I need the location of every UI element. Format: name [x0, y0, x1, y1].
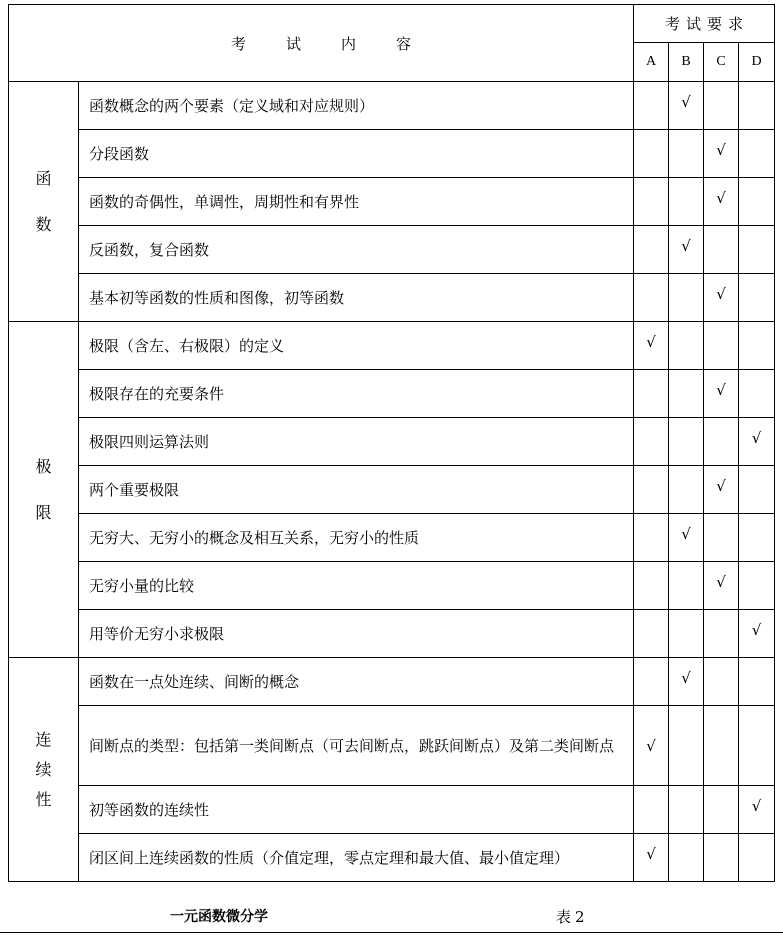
requirement-item-text: 闭区间上连续函数的性质（介值定理，零点定理和最大值、最小值定理）: [79, 834, 634, 882]
check-mark: √: [716, 188, 726, 207]
level-a-cell: [634, 226, 669, 274]
level-d-cell: [739, 178, 775, 226]
header-content-char: 考: [230, 34, 246, 53]
level-a-header: A: [634, 43, 669, 82]
table-row: [9, 178, 775, 226]
table-row: [9, 274, 775, 322]
level-c-cell: [704, 82, 739, 130]
level-a-cell: [634, 706, 669, 786]
level-b-cell: [669, 82, 704, 130]
check-mark: √: [716, 476, 726, 495]
level-a-cell: [634, 418, 669, 466]
level-b-cell: [669, 610, 704, 658]
level-c-cell: [704, 466, 739, 514]
level-d-cell: [739, 130, 775, 178]
header-req-char: 试: [685, 15, 701, 33]
requirement-item-text: 极限四则运算法则: [79, 418, 634, 466]
level-c-cell: [704, 178, 739, 226]
section-name: [9, 82, 79, 322]
level-c-cell: [704, 274, 739, 322]
table-row: [9, 834, 775, 882]
level-b-cell: [669, 562, 704, 610]
level-b-header: B: [669, 43, 704, 82]
header-content-char: 容: [396, 34, 412, 53]
level-c-cell: [704, 130, 739, 178]
level-c-cell: [704, 226, 739, 274]
level-d-cell: [739, 658, 775, 706]
check-mark: √: [751, 796, 762, 815]
level-c-cell: [704, 514, 739, 562]
level-a-cell: [634, 658, 669, 706]
level-d-cell: [739, 706, 775, 786]
table-row: [9, 130, 775, 178]
check-mark: √: [716, 140, 726, 159]
requirement-item-text: 极限（含左、右极限）的定义: [79, 322, 634, 370]
table-row: [9, 466, 775, 514]
check-mark: √: [681, 92, 691, 111]
check-mark: √: [751, 620, 762, 639]
level-a-cell: [634, 610, 669, 658]
level-b-cell: [669, 706, 704, 786]
level-d-cell: [739, 322, 775, 370]
requirement-item-text: 函数在一点处连续、间断的概念: [79, 658, 634, 706]
section-name-char: 性: [35, 789, 52, 809]
requirement-item-text: 无穷大、无穷小的概念及相互关系，无穷小的性质: [79, 514, 634, 562]
level-a-cell: [634, 322, 669, 370]
check-mark: √: [646, 844, 656, 863]
section-name-char: 函: [35, 168, 52, 188]
level-a-cell: [634, 82, 669, 130]
requirement-item-text: 分段函数: [79, 130, 634, 178]
level-c-cell: [704, 418, 739, 466]
level-d-cell: [739, 562, 775, 610]
requirement-item-text: 反函数，复合函数: [79, 226, 634, 274]
level-d-cell: [739, 418, 775, 466]
header-content-char: 试: [285, 34, 301, 53]
level-d-cell: [739, 274, 775, 322]
table-body: [9, 82, 775, 882]
section-name: [9, 322, 79, 658]
header-req-char: 要: [707, 15, 723, 33]
section-name-char: 极: [35, 456, 52, 476]
check-mark: √: [681, 524, 691, 543]
table-row: [9, 706, 775, 786]
level-b-cell: [669, 130, 704, 178]
level-a-cell: [634, 178, 669, 226]
level-a-cell: [634, 274, 669, 322]
level-b-cell: [669, 418, 704, 466]
level-b-cell: [669, 226, 704, 274]
level-c-cell: [704, 786, 739, 834]
requirement-item-text: 两个重要极限: [79, 466, 634, 514]
level-c-cell: [704, 834, 739, 882]
table-row: [9, 370, 775, 418]
level-d-cell: [739, 370, 775, 418]
section-name: [9, 658, 79, 882]
level-d-cell: [739, 834, 775, 882]
level-c-header: C: [704, 43, 739, 82]
level-a-cell: [634, 562, 669, 610]
level-d-cell: [739, 610, 775, 658]
level-b-cell: [669, 178, 704, 226]
level-c-cell: [704, 706, 739, 786]
level-a-cell: [634, 370, 669, 418]
level-c-cell: [704, 322, 739, 370]
requirement-item-text: 基本初等函数的性质和图像，初等函数: [79, 274, 634, 322]
level-a-cell: [634, 514, 669, 562]
check-mark: √: [716, 284, 726, 303]
section-name-char: 连: [35, 729, 52, 749]
level-d-cell: [739, 226, 775, 274]
table-row: [9, 786, 775, 834]
table-row: [9, 514, 775, 562]
level-a-cell: [634, 786, 669, 834]
check-mark: √: [716, 572, 726, 591]
level-c-cell: [704, 562, 739, 610]
requirement-item-text: 无穷小量的比较: [79, 562, 634, 610]
section-name-char: 数: [35, 214, 52, 234]
level-b-cell: [669, 466, 704, 514]
check-mark: √: [646, 736, 656, 755]
level-d-cell: [739, 82, 775, 130]
check-mark: √: [646, 332, 656, 351]
level-c-cell: [704, 658, 739, 706]
level-c-cell: [704, 370, 739, 418]
table-row: [9, 322, 775, 370]
requirement-item-text: 初等函数的连续性: [79, 786, 634, 834]
level-b-cell: [669, 274, 704, 322]
level-d-cell: [739, 786, 775, 834]
table-row: [9, 658, 775, 706]
requirement-item-text: 极限存在的充要条件: [79, 370, 634, 418]
requirement-item-text: 用等价无穷小求极限: [79, 610, 634, 658]
table-caption: [556, 906, 585, 927]
level-d-cell: [739, 466, 775, 514]
level-b-cell: [669, 658, 704, 706]
level-a-cell: [634, 466, 669, 514]
check-mark: √: [716, 380, 726, 399]
header-exam-requirement: [634, 5, 775, 43]
check-mark: √: [681, 236, 691, 255]
table-row: [9, 418, 775, 466]
level-c-cell: [704, 610, 739, 658]
level-a-cell: [634, 834, 669, 882]
table-row: [9, 226, 775, 274]
level-b-cell: [669, 834, 704, 882]
requirement-item-text: 函数的奇偶性，单调性，周期性和有界性: [79, 178, 634, 226]
level-b-cell: [669, 786, 704, 834]
requirement-item-text: 函数概念的两个要素（定义域和对应规则）: [79, 82, 634, 130]
header-req-char: 求: [728, 15, 744, 33]
header-content-char: 内: [341, 34, 357, 53]
exam-requirements-table: [8, 4, 775, 882]
next-chapter-title: 一元函数微分学: [170, 909, 268, 925]
requirement-item-text: 间断点的类型：包括第一类间断点（可去间断点，跳跃间断点）及第二类间断点: [79, 706, 634, 786]
table-caption-label: 表: [556, 908, 572, 926]
check-mark: √: [681, 668, 691, 687]
table-caption-number: 2: [575, 908, 585, 926]
level-d-header: D: [739, 43, 775, 82]
level-b-cell: [669, 322, 704, 370]
check-mark: √: [751, 428, 762, 447]
level-d-cell: [739, 514, 775, 562]
section-name-char: 续: [35, 759, 52, 779]
table-row: [9, 82, 775, 130]
table-row: [9, 562, 775, 610]
bottom-divider: [0, 932, 783, 933]
level-b-cell: [669, 370, 704, 418]
header-exam-content: [9, 5, 634, 82]
section-name-char: 限: [35, 502, 52, 522]
header-req-char: 考: [664, 15, 680, 33]
level-a-cell: [634, 130, 669, 178]
level-b-cell: [669, 514, 704, 562]
table-row: [9, 610, 775, 658]
